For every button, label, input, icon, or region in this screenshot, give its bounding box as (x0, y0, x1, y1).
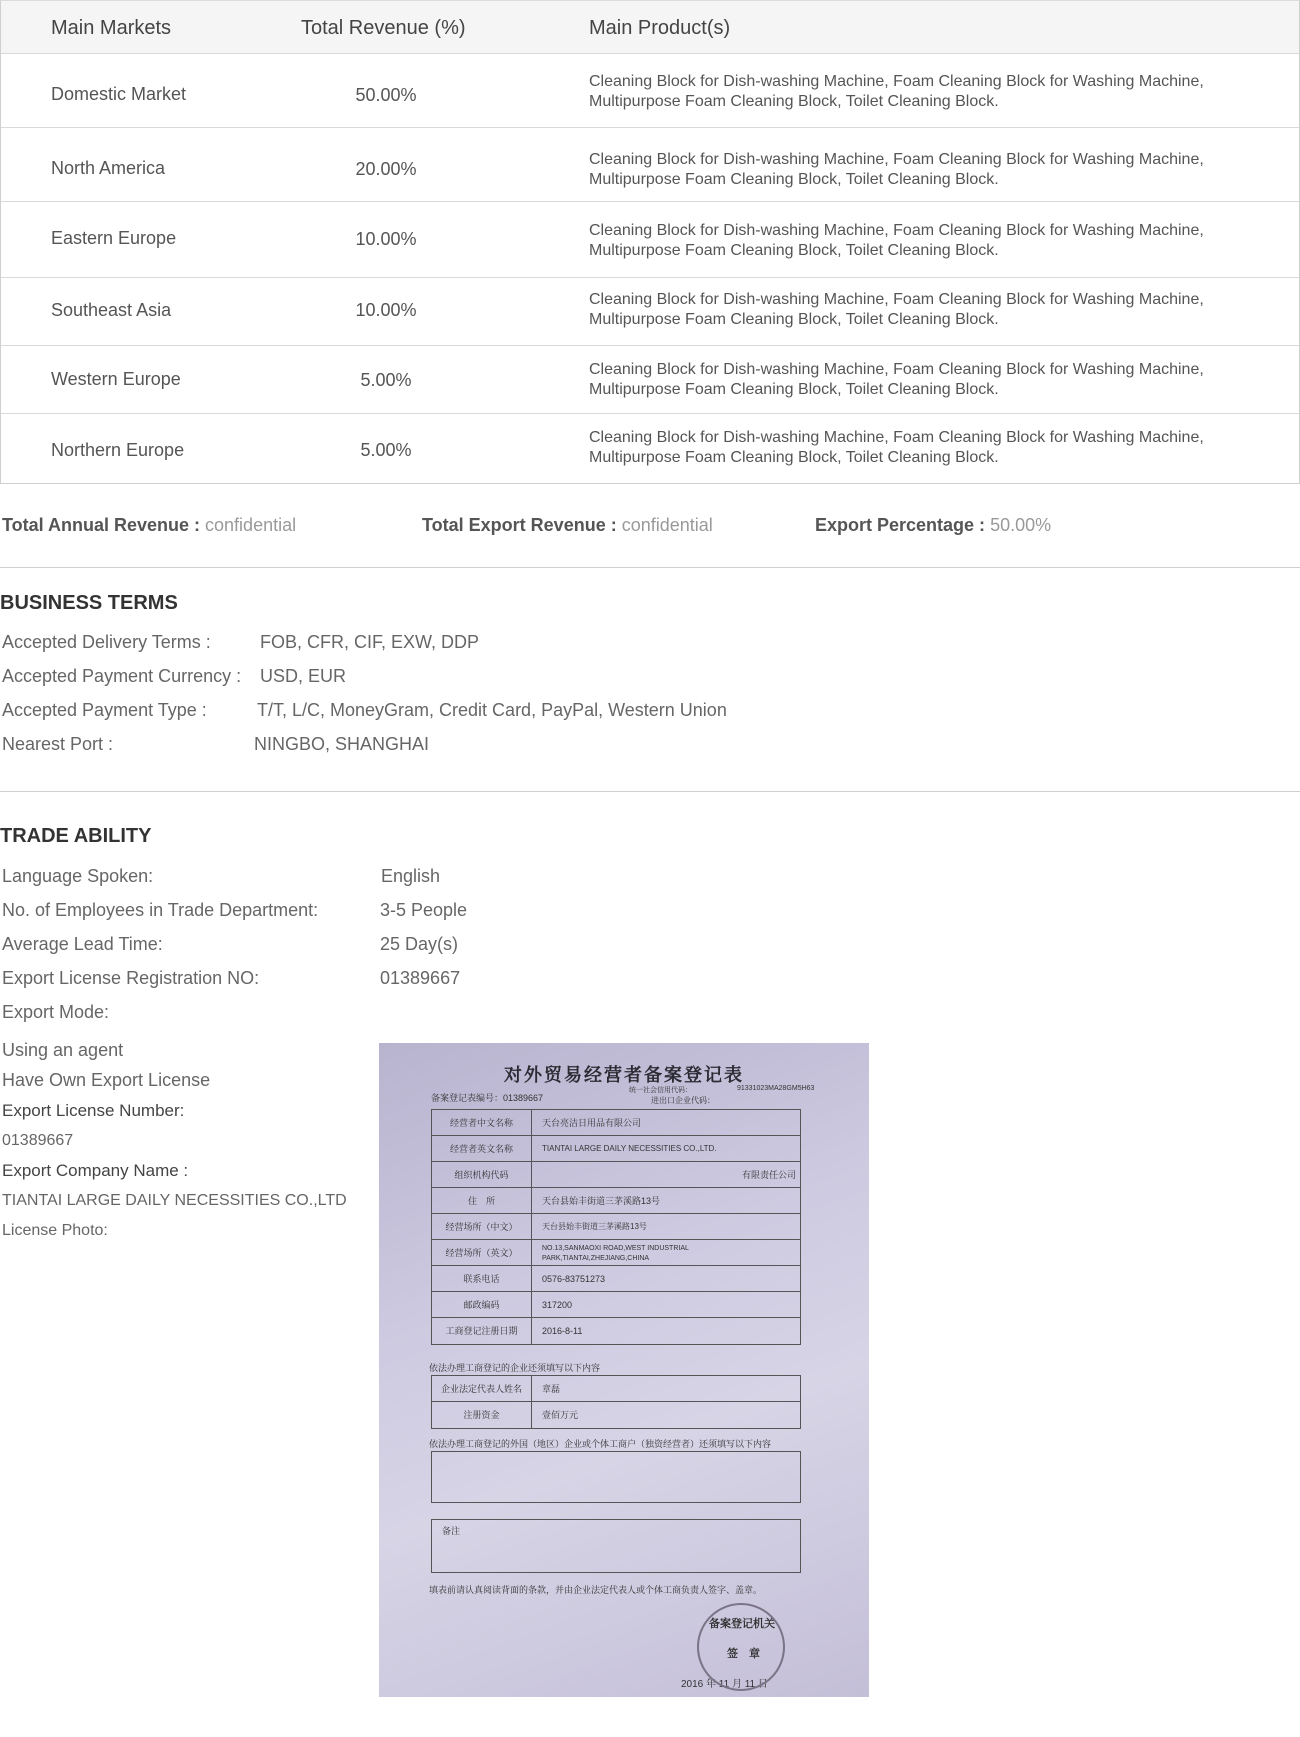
license-photo (379, 1043, 869, 1697)
divider (0, 791, 1300, 792)
license-credit-code-label: 统一社会信用代码： (629, 1087, 692, 1094)
license-remark-box: 备注 (431, 1519, 801, 1573)
market-revenue: 5.00% (360, 370, 412, 390)
market-products: Cleaning Block for Dish-washing Machine, Foam Cleaning Block for Washing Machine, Multipurpose Foam Cleaning Block, Toilet Cleaning Block. (589, 151, 1204, 188)
license-reg-no: 备案登记表编号：01389667 (431, 1093, 544, 1103)
export-percentage: Export Percentage : 50.00% (815, 515, 1052, 535)
market-products: Cleaning Block for Dish-washing Machine, Foam Cleaning Block for Washing Machine, Multipurpose Foam Cleaning Block, Toilet Cleaning Block. (589, 361, 1204, 398)
table-row (1, 345, 1299, 413)
export-license-reg-no: Export License Registration NO: 01389667 (2, 968, 461, 988)
license-footer-note: 填表前请认真阅读背面的条款，并由企业法定代表人或个体工商负责人签字、盖章。 (429, 1585, 763, 1595)
market-name: Western Europe (51, 369, 181, 389)
market-products: Cleaning Block for Dish-washing Machine, Foam Cleaning Block for Washing Machine, Multipurpose Foam Cleaning Block, Toilet Cleaning Block. (589, 429, 1204, 466)
official-seal-icon (697, 1603, 785, 1691)
license-section-note-2: 依法办理工商登记的外国（地区）企业或个体工商户（独资经营者）还须填写以下内容 (429, 1439, 772, 1449)
market-revenue: 20.00% (355, 159, 417, 179)
market-revenue: 5.00% (360, 440, 412, 460)
market-name: Northern Europe (51, 440, 185, 460)
export-license-number-label: Export License Number: (2, 1101, 185, 1120)
license-enterprise-code-label: 进出口企业代码： (651, 1096, 715, 1105)
market-name: Eastern Europe (51, 228, 177, 248)
employees-trade-dept: No. of Employees in Trade Department: 3-5 People (2, 900, 468, 920)
trade-ability-title: TRADE ABILITY (0, 825, 152, 847)
total-annual-revenue: Total Annual Revenue : confidential (2, 515, 297, 535)
market-name: Southeast Asia (51, 300, 172, 320)
license-credit-code: 91331023MA28GM5H63 (737, 1085, 815, 1092)
market-name: Domestic Market (51, 84, 187, 104)
export-mode-own-license: Have Own Export License (2, 1070, 211, 1090)
license-info-grid-3 (431, 1451, 801, 1503)
market-products: Cleaning Block for Dish-washing Machine, Foam Cleaning Block for Washing Machine, Multipurpose Foam Cleaning Block, Toilet Cleaning Block. (589, 222, 1204, 259)
license-info-grid-2: 企业法定代表人姓名 章磊 注册资金 壹佰万元 (431, 1375, 801, 1429)
market-name: North America (51, 158, 166, 178)
header-main-products: Main Product(s) (589, 17, 731, 39)
table-row (1, 413, 1299, 483)
license-photo-label: License Photo: (2, 1222, 108, 1239)
export-company-name-label: Export Company Name : (2, 1161, 189, 1180)
license-section-note: 依法办理工商登记的企业还须填写以下内容 (429, 1363, 601, 1373)
license-doc-title: 对外贸易经营者备案登记表 (504, 1065, 744, 1085)
export-mode-agent: Using an agent (2, 1040, 124, 1060)
language-spoken: Language Spoken: English (2, 866, 441, 886)
market-revenue: 10.00% (355, 300, 417, 320)
license-info-grid: 经营者中文名称 天台亮洁日用品有限公司 经营者英文名称 TIANTAI LARGE DAILY NECESSITIES CO.,LTD. 组织机构代码 有限责任公司 住 所 天台县始丰街道三茅溪路13号 经营场所（中文） 天台县始丰街道三茅溪路13号 经营场所（英文） NO.13,SANMAOXI ROAD,WEST INDUSTRIAL PARK,TIANTAI,ZHEJIANG,CHINA 联系电话 0576-83751273 邮政编码 317200 工商登记注册日期 2016-8-11 (431, 1109, 801, 1345)
export-company-name-value: TIANTAI LARGE DAILY NECESSITIES CO.,LTD (2, 1192, 347, 1209)
average-lead-time: Average Lead Time: 25 Day(s) (2, 934, 459, 954)
license-seal: 签 章 (727, 1648, 760, 1660)
market-revenue: 50.00% (355, 85, 417, 105)
divider (0, 567, 1300, 568)
market-products: Cleaning Block for Dish-washing Machine, Foam Cleaning Block for Washing Machine, Multipurpose Foam Cleaning Block, Toilet Cleaning Block. (589, 291, 1204, 328)
market-products: Cleaning Block for Dish-washing Machine, Foam Cleaning Block for Washing Machine, Multipurpose Foam Cleaning Block, Toilet Cleaning Block. (589, 73, 1204, 110)
main-markets-table (0, 0, 1300, 484)
business-terms-title: BUSINESS TERMS (0, 592, 178, 614)
nearest-port: Nearest Port : NINGBO, SHANGHAI (2, 734, 430, 754)
table-row (1, 127, 1299, 201)
table-row (1, 53, 1299, 127)
license-authority: 备案登记机关 (709, 1618, 775, 1630)
total-export-revenue: Total Export Revenue : confidential (422, 515, 713, 535)
table-header (1, 1, 1299, 53)
payment-type: Accepted Payment Type : T/T, L/C, MoneyGram, Credit Card, PayPal, Western Union (2, 700, 727, 720)
table-row (1, 277, 1299, 345)
export-license-number-value: 01389667 (2, 1132, 74, 1149)
payment-currency: Accepted Payment Currency : USD, EUR (2, 666, 347, 686)
header-main-markets: Main Markets (51, 17, 172, 39)
export-mode-label: Export Mode: (2, 1002, 110, 1022)
table-row (1, 201, 1299, 277)
header-total-revenue: Total Revenue (%) (301, 17, 466, 39)
license-date: 2016 年 11 月 11 日 (681, 1679, 768, 1690)
revenue-summary (0, 515, 1300, 539)
delivery-terms: Accepted Delivery Terms : FOB, CFR, CIF, EXW, DDP (2, 632, 480, 652)
market-revenue: 10.00% (355, 229, 417, 249)
